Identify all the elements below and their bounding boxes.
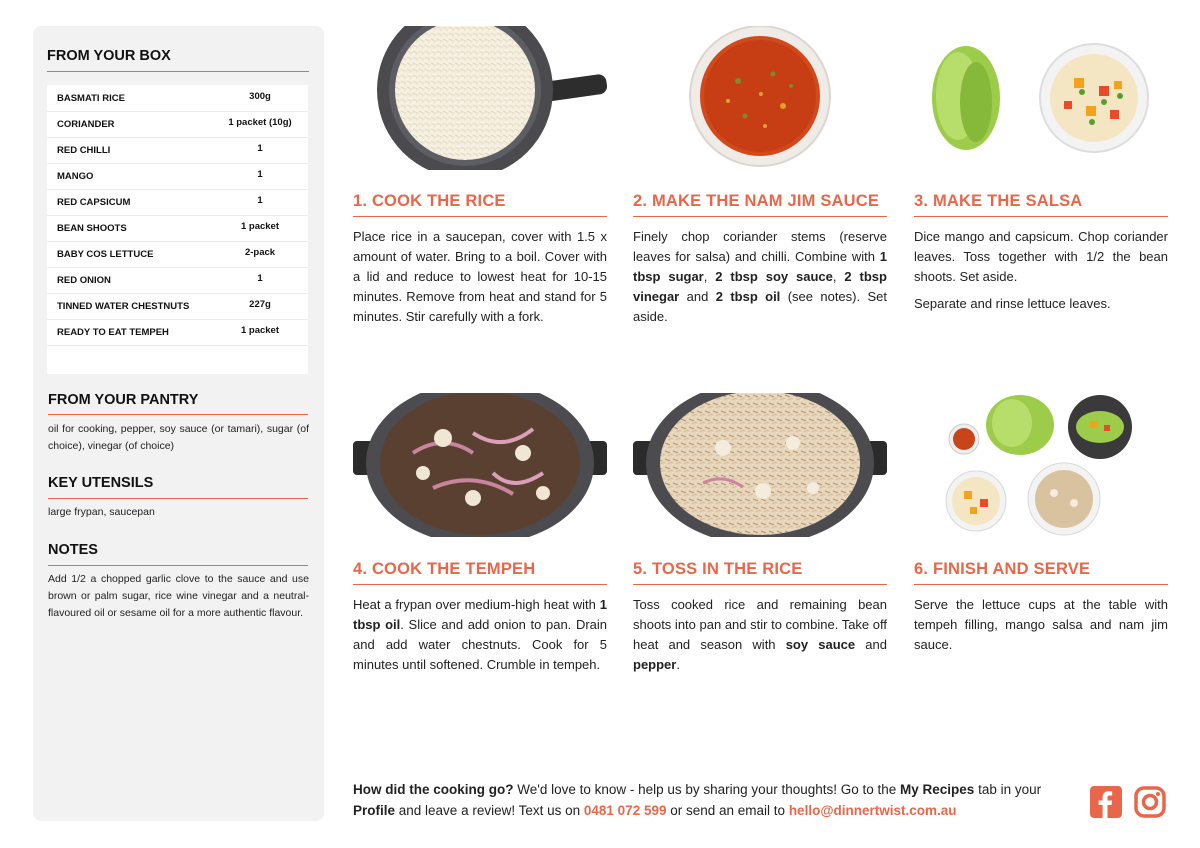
step-text: Dice mango and capsicum. Chop coriander leaves. Toss together with 1/2 the bean shoots. Set aside. — [914, 229, 1168, 284]
ingredient-name: RED CHILLI — [57, 145, 111, 156]
footer-segment: We'd love to know - help us by sharing your thoughts! Go to the — [513, 782, 901, 797]
profile-label: Profile — [353, 803, 396, 818]
step-paragraph — [633, 595, 887, 675]
utensils-text: large frypan, saucepan — [48, 506, 155, 518]
ingredient-name: BEAN SHOOTS — [57, 223, 127, 234]
ingredient-qty: 1 — [257, 169, 263, 180]
footer-segment: How did the cooking go? — [353, 782, 514, 797]
heading-rule — [48, 565, 308, 566]
ingredient-qty: 1 packet — [240, 325, 280, 336]
table-row — [47, 163, 308, 190]
ingredient-name: RED CAPSICUM — [57, 197, 131, 208]
pantry-text: oil for cooking, pepper, soy sauce (or tamari), sugar (of choice), vinegar (of choice) — [48, 423, 309, 452]
step-bold-text: soy sauce — [785, 637, 856, 652]
footer-segment: and leave a review! Text us on — [395, 803, 584, 818]
step-paragraph — [914, 595, 1168, 655]
ingredient-qty: 1 — [257, 195, 263, 206]
step-rule — [353, 216, 607, 217]
step-5-photo-rice-frypan — [633, 393, 887, 537]
ingredient-qty: 227g — [249, 299, 271, 310]
step-paragraph — [914, 227, 1168, 287]
step-text: . Slice and add onion to pan. Drain and add water chestnuts. Cook for 5 minutes until softened. Crumble in tempeh. — [353, 617, 608, 672]
ingredient-name: TINNED WATER CHESTNUTS — [57, 301, 190, 312]
step-4-body — [353, 595, 607, 682]
ingredient-name: RED ONION — [57, 275, 111, 286]
step-rule — [633, 216, 887, 217]
from-your-pantry-heading: FROM YOUR PANTRY — [48, 392, 199, 408]
step-3-body — [914, 227, 1168, 321]
ingredient-qty: 1 — [257, 273, 263, 284]
step-2-title: 2. MAKE THE NAM JIM SAUCE — [633, 192, 880, 210]
table-row — [47, 319, 308, 346]
step-bold-text: 1 tbsp oil — [353, 597, 607, 632]
step-1-title: 1. COOK THE RICE — [353, 192, 506, 210]
step-rule — [914, 216, 1168, 217]
step-2-body — [633, 227, 887, 334]
instagram-icon[interactable] — [1134, 786, 1166, 818]
notes-text: Add 1/2 a chopped garlic clove to the sauce and use brown or palm sugar, rice wine vinegar and a neutral-flavoured oil or sesame oil for a more authentic flavour. — [48, 573, 309, 619]
step-text: . — [676, 657, 680, 672]
step-3-photo-lettuce-salsa — [914, 26, 1168, 170]
key-utensils-heading: KEY UTENSILS — [48, 475, 154, 491]
heading-rule — [48, 414, 308, 415]
step-text: and — [855, 637, 887, 652]
step-2-photo-sauce-bowl — [633, 26, 887, 170]
heading-rule — [47, 71, 309, 72]
step-rule — [353, 584, 607, 585]
step-bold-text: 2 tbsp soy sauce — [715, 269, 833, 284]
step-6-title: 6. FINISH AND SERVE — [914, 560, 1091, 578]
step-4-title: 4. COOK THE TEMPEH — [353, 560, 536, 578]
step-3-title: 3. MAKE THE SALSA — [914, 192, 1083, 210]
step-rule — [633, 584, 887, 585]
step-paragraph — [914, 294, 1168, 314]
footer-segment: tab in your — [974, 782, 1042, 797]
step-text: Heat a frypan over medium-high heat with — [353, 597, 600, 612]
step-bold-text: 2 tbsp vinegar — [633, 269, 887, 304]
my-recipes-label: My Recipes — [900, 782, 975, 797]
table-row — [47, 189, 308, 216]
table-row — [47, 293, 308, 320]
step-text: and — [679, 289, 716, 304]
ingredient-qty: 1 — [257, 143, 263, 154]
step-text: Separate and rinse lettuce leaves. — [914, 296, 1111, 311]
ingredient-name: BASMATI RICE — [57, 93, 125, 104]
table-row — [47, 85, 308, 112]
step-1-photo-rice-saucepan — [353, 26, 607, 170]
phone-number-link[interactable]: 0481 072 599 — [583, 803, 667, 818]
table-row — [47, 137, 308, 164]
step-bold-text: pepper — [633, 657, 677, 672]
ingredient-qty: 1 packet — [240, 221, 280, 232]
ingredient-name: READY TO EAT TEMPEH — [57, 327, 169, 338]
ingredient-name: BABY COS LETTUCE — [57, 249, 154, 260]
step-6-photo-finished-meal — [914, 393, 1168, 537]
facebook-icon[interactable] — [1090, 786, 1122, 818]
table-row — [47, 215, 308, 242]
step-5-title: 5. TOSS IN THE RICE — [633, 560, 803, 578]
step-text: Finely chop coriander stems (reserve leaves for salsa) and chilli. Combine with — [633, 229, 887, 264]
step-paragraph — [353, 227, 607, 327]
ingredient-qty: 300g — [249, 91, 271, 102]
step-text: , — [832, 269, 845, 284]
step-text: Place rice in a saucepan, cover with 1.5 x amount of water. Bring to a boil. Cover with a lid and reduce to lowest heat for 10-15 minutes. Remove from heat and stand for 5 minutes. Stir carefully with a fork. — [353, 229, 607, 324]
step-rule — [914, 584, 1168, 585]
step-bold-text: 2 tbsp oil — [715, 289, 781, 304]
step-1-body — [353, 227, 607, 334]
table-row — [47, 241, 308, 268]
step-text: Serve the lettuce cups at the table with tempeh filling, mango salsa and nam jim sauce. — [914, 597, 1168, 652]
step-text: , — [703, 269, 716, 284]
step-paragraph — [353, 595, 607, 675]
step-text: Toss cooked rice and remaining bean shoots into pan and stir to combine. Take off heat and season with — [633, 597, 887, 652]
step-4-photo-tempeh-frypan — [353, 393, 607, 537]
email-link[interactable]: hello@dinnertwist.com.au — [788, 803, 957, 818]
heading-rule — [48, 498, 308, 499]
from-your-box-heading: FROM YOUR BOX — [47, 48, 171, 64]
ingredient-name: CORIANDER — [57, 119, 115, 130]
ingredient-qty: 2-pack — [244, 247, 276, 258]
ingredient-qty: 1 packet (10g) — [228, 117, 292, 128]
notes-heading: NOTES — [48, 542, 98, 558]
ingredients-table — [47, 85, 308, 374]
table-row — [47, 267, 308, 294]
step-6-body — [914, 595, 1168, 662]
table-row — [47, 111, 308, 138]
step-text: (see notes). Set aside. — [633, 289, 887, 324]
feedback-footer — [353, 779, 1073, 821]
step-bold-text: 1 tbsp sugar — [633, 249, 887, 284]
ingredient-name: MANGO — [57, 171, 94, 182]
step-paragraph — [633, 227, 887, 327]
footer-segment: or send an email to — [666, 803, 789, 818]
step-5-body — [633, 595, 887, 682]
